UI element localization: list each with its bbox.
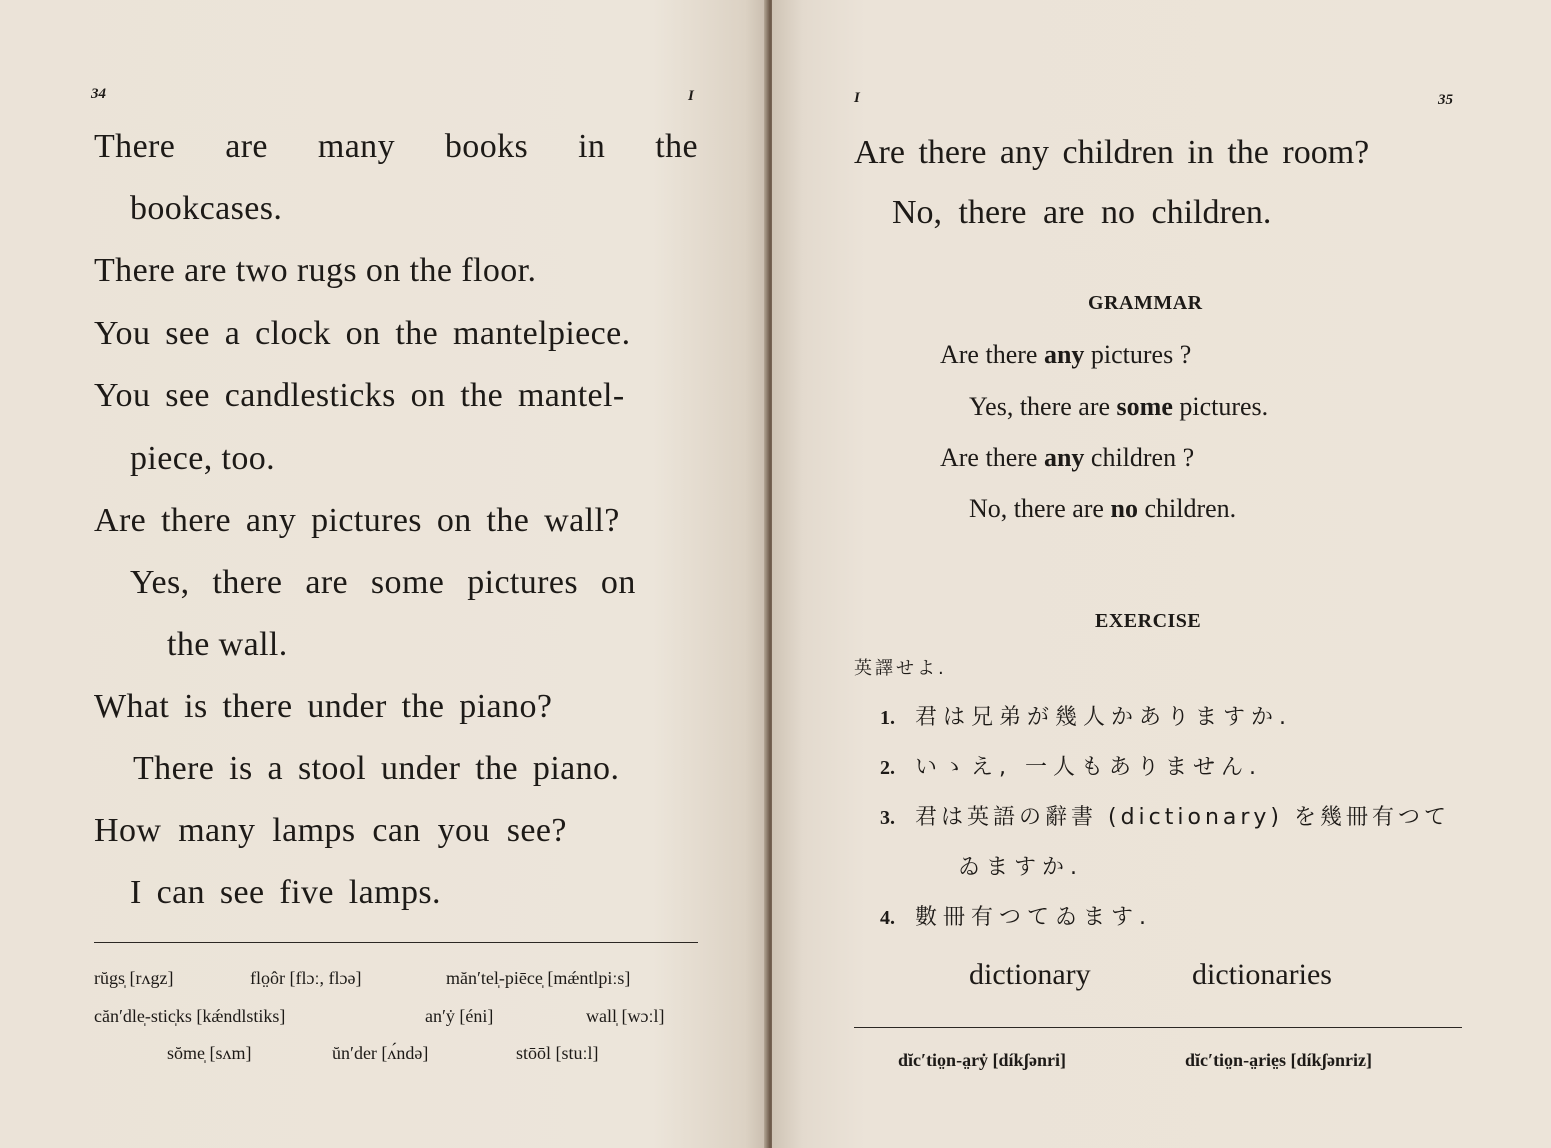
exercise-item-1 — [880, 700, 1292, 731]
item-text: いゝえ, 一人もありません. — [915, 755, 1262, 780]
footnote-divider — [94, 942, 698, 943]
word-dictionaries: dictionaries — [1192, 958, 1332, 991]
word: the — [655, 128, 698, 165]
grammar-text: Are there — [940, 340, 1044, 369]
grammar-text: pictures. — [1172, 392, 1269, 421]
text-line-10: What is there under the piano? — [94, 688, 553, 725]
page-number-left: 34 — [91, 86, 106, 102]
pronunciation-any: an′ẏ [éni] — [425, 1006, 494, 1026]
text-line-3: There are two rugs on the floor. — [94, 252, 537, 289]
text-line-5: You see candlesticks on the mantel- — [94, 377, 625, 414]
grammar-text: children ? — [1084, 443, 1195, 472]
grammar-line-3 — [940, 443, 1194, 473]
text-line-4: You see a clock on the mantelpiece. — [94, 315, 631, 352]
grammar-keyword: any — [1043, 443, 1085, 472]
exercise-item-3-continued — [958, 850, 1083, 881]
grammar-line-4 — [969, 494, 1236, 524]
grammar-text: No, there are — [969, 494, 1111, 523]
text-line-9: the wall. — [167, 626, 288, 663]
item-text: 君は兄弟が幾人かありますか. — [915, 705, 1292, 730]
item-number: 2. — [880, 757, 895, 779]
text-line-12: How many lamps can you see? — [94, 812, 567, 849]
exercise-item-4 — [880, 900, 1152, 931]
text-line-7: Are there any pictures on the wall? — [94, 502, 620, 539]
pronunciation-candlesticks: căn′dle̩-stic̩ks [kǽndlstiks] — [94, 1006, 286, 1026]
pronunciation-under: ŭn′der [ʌ́ndə] — [332, 1043, 429, 1063]
item-text: 君は英語の辭書 (dictionary) を幾冊有つて — [915, 805, 1451, 830]
text-line-11: There is a stool under the piano. — [133, 750, 620, 787]
text-line-1 — [94, 128, 698, 166]
word: many — [317, 128, 395, 165]
grammar-keyword: no — [1110, 494, 1138, 523]
word: in — [578, 128, 606, 165]
exercise-item-2 — [880, 750, 1262, 781]
footnote-divider — [854, 1027, 1462, 1028]
item-number: 3. — [880, 807, 895, 829]
word: There — [94, 128, 176, 165]
word-dictionary: dictionary — [969, 958, 1091, 991]
exercise-item-3 — [880, 800, 1450, 831]
text-line-2: bookcases. — [130, 190, 283, 227]
pronunciation-stool: stōōl [stuːl] — [516, 1043, 599, 1063]
pronunciation-rugs: rŭgs̩ [rʌgz] — [94, 968, 174, 988]
section-marker-right: I — [854, 90, 860, 106]
grammar-keyword: some — [1116, 392, 1173, 421]
grammar-line-1 — [940, 340, 1191, 370]
grammar-text: children. — [1137, 494, 1237, 523]
grammar-line-2 — [969, 392, 1268, 422]
text-line-2: No, there are no children. — [892, 194, 1272, 231]
pronunciation-some: sŏme̩ [sʌm] — [167, 1043, 252, 1063]
item-number: 1. — [880, 707, 895, 729]
word: books — [444, 128, 529, 165]
pronunciation-dictionaries: dĭc′tio̤n-a̤rie̤s [díkʃənriz] — [1185, 1050, 1372, 1070]
item-text: ゐますか. — [958, 855, 1083, 880]
pronunciation-mantelpiece: măn′tel̩-piēce̩ [mǽntlpiːs] — [446, 968, 631, 988]
pronunciation-wall: wall̩ [wɔːl] — [586, 1006, 665, 1026]
grammar-keyword: any — [1043, 340, 1085, 369]
pronunciation-floor: flo̤ôr [flɔː, flɔə] — [250, 968, 362, 988]
section-marker-left: I — [688, 88, 694, 104]
word: are — [225, 128, 268, 165]
left-page — [0, 0, 768, 1148]
text-line-1: Are there any children in the room? — [854, 134, 1370, 171]
right-page — [772, 0, 1551, 1148]
text-line-8: Yes, there are some pictures on — [130, 564, 636, 601]
exercise-heading: EXERCISE — [1095, 610, 1202, 632]
item-number: 4. — [880, 907, 895, 929]
grammar-text: Yes, there are — [969, 392, 1117, 421]
exercise-instruction: 英譯せよ. — [854, 658, 947, 679]
item-text: 數冊有つてゐます. — [915, 905, 1152, 930]
grammar-text: Are there — [940, 443, 1044, 472]
text-line-13: I can see five lamps. — [130, 874, 441, 911]
page-number-right: 35 — [1438, 92, 1453, 108]
grammar-text: pictures ? — [1084, 340, 1192, 369]
grammar-heading: GRAMMAR — [1088, 292, 1203, 314]
pronunciation-dictionary: dĭc′tio̤n-a̤rẏ [díkʃənri] — [898, 1050, 1066, 1070]
text-line-6: piece, too. — [130, 440, 276, 477]
